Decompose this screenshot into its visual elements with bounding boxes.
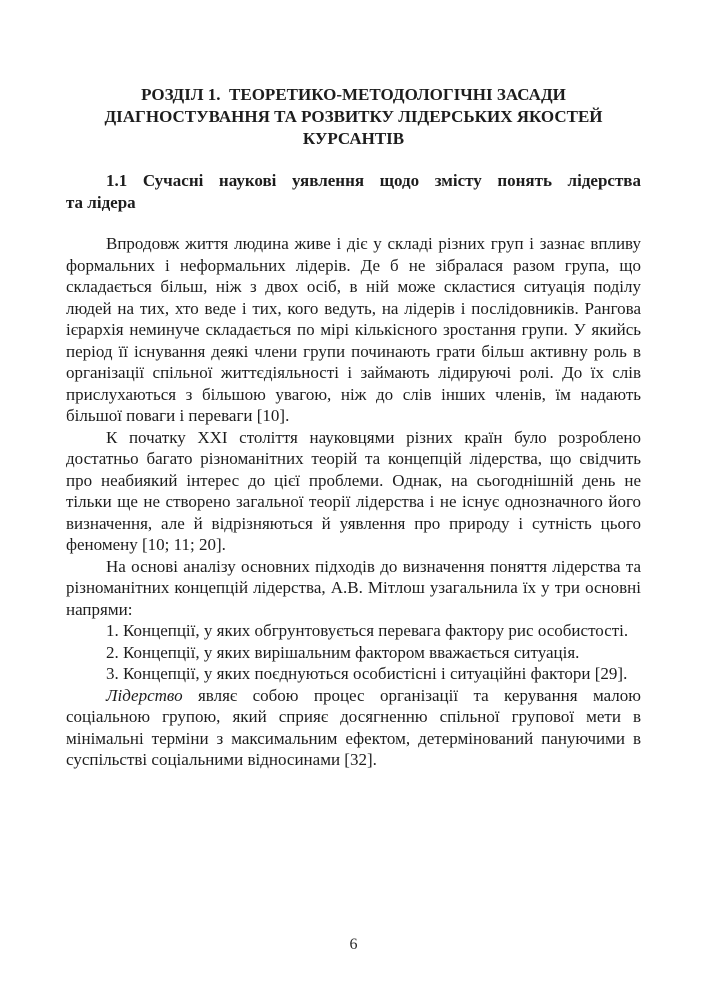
page-number: 6 [349, 936, 358, 953]
chapter-title [66, 84, 641, 150]
list-item-concept-3: 3. Концепції, у яких поєднуються особистісні і ситуаційні фактори [29]. [106, 664, 628, 683]
paragraph-leadership-definition-text: являє собою процес організації та керування малою соціальною групою, який сприяє досягненню спільної групової мети в мінімальні терміни з максимальним ефектом, детермінований пануючими в суспільстві соціальними відносинами [32]. [66, 685, 641, 769]
paragraph-theories-xxi: К початку XXI століття науковцями різних країн було розроблено достатньо багато різноманітних теорій та концепцій лідерства, що свідчить про неабиякий інтерес до цієї проблеми. Однак, на сьогоднішній день не тільки ще не створено загальної теорії лідерства і не існує однозначного його визначення, але й відрізняються й уявлення про природу і сутність цього феномену [10; 11; 20]. [66, 427, 641, 554]
term-leadership: Лідерство [106, 685, 183, 705]
paragraph-mitlosh-approaches: На основі аналізу основних підходів до визначення поняття лідерства та різноманітних концепцій лідерства, А.В. Мітлош узагальнила їх у три основні напрями: [66, 556, 641, 619]
section-heading-line-1: 1.1 Сучасні наукові уявлення щодо змісту понять лідерства [106, 171, 641, 190]
section-heading [66, 170, 641, 214]
section-heading-line-2: та лідера [66, 193, 136, 212]
chapter-title-line-2: ДІАГНОСТУВАННЯ ТА РОЗВИТКУ ЛІДЕРСЬКИХ ЯКОСТЕЙ [104, 107, 603, 126]
list-item-concept-2: 2. Концепції, у яких вирішальним фактором вважається ситуація. [106, 642, 580, 662]
page-content [66, 84, 641, 771]
list-item-concept-1: 1. Концепції, у яких обгрунтовується перевага фактору рис особистості. [106, 621, 629, 640]
paragraph-leadership-definition [66, 685, 641, 771]
chapter-title-line-1: РОЗДІЛ 1. ТЕОРЕТИКО-МЕТОДОЛОГІЧНІ ЗАСАДИ [141, 85, 566, 104]
paragraph-intro-groups: Впродовж життя людина живе і діє у складі різних груп і зазнає впливу формальних і неформальних лідерів. Де б не зібралася разом група, що складається більш, ніж з двох осіб, в ній може скластися ситуація поділу людей на тих, хто веде і тих, кого ведуть, на лідерів і послідовників. Рангова ієрархія неминуче складається по мірі кількісного зростання групи. У якийсь період її існування деякі члени групи починають грати більш активну роль в організації спільної життєдіяльності і займають лідируючі ролі. До їх слів прислухаються з більшою увагою, ніж до слів інших членів, їм надають більшої поваги і переваги [10]. [66, 234, 641, 425]
chapter-title-line-3: КУРСАНТІВ [302, 129, 405, 148]
